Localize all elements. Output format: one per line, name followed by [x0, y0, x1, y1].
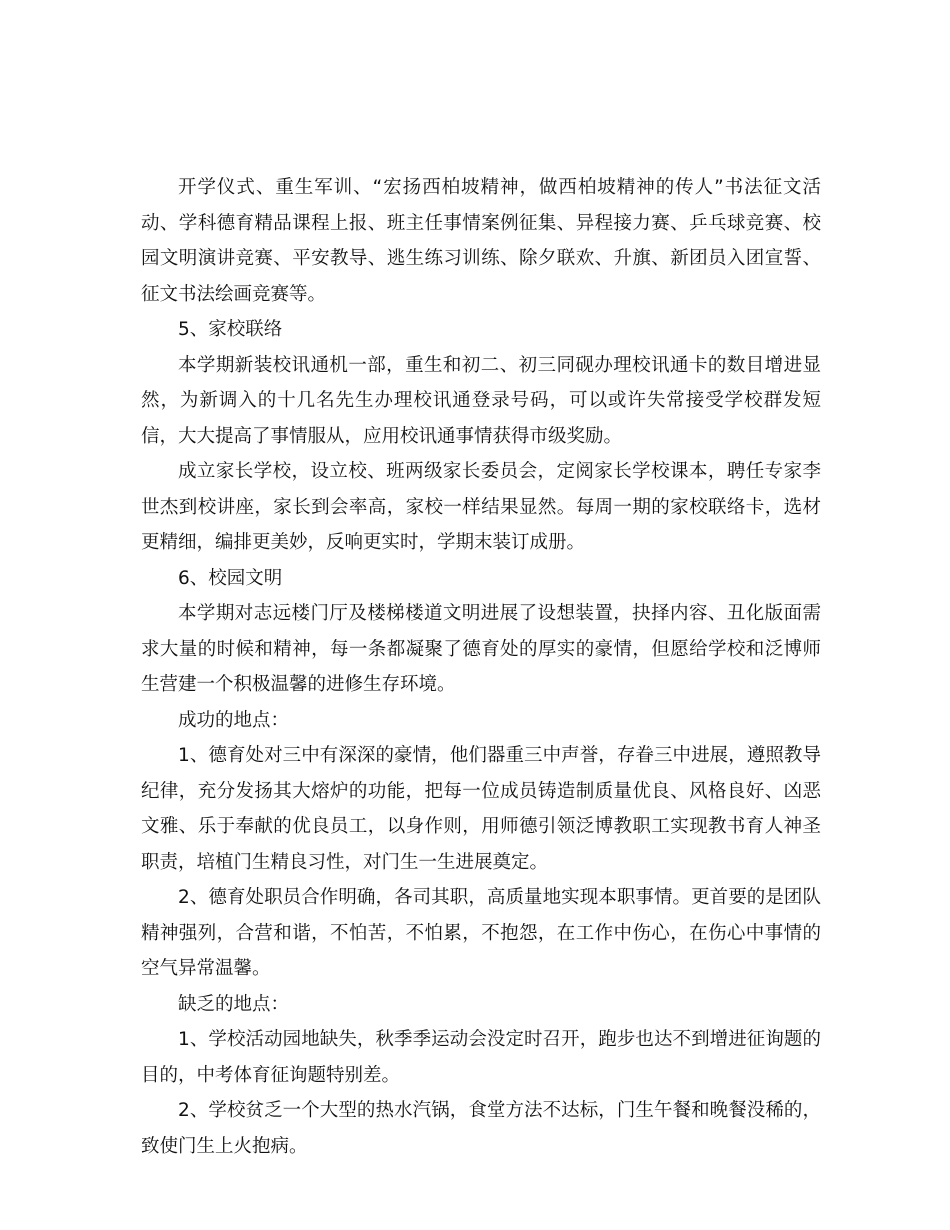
section-heading-successes: 成功的地点： [178, 709, 290, 731]
section-heading-campus-culture: 6、校园文明 [178, 567, 283, 589]
paragraph-parent-school: 成立家长学校，设立校、班两级家长委员会，定阅家长学校课本，聘任专家李世杰到校讲座，家长到会率高，家校一样结果显然。每周一期的家校联络卡，选材更精细，编排更美妙，反响更实时，学期末装订成册。 [141, 461, 821, 553]
paragraph-success-1: 1、德育处对三中有深深的豪情，他们器重三中声誉，存眷三中进展，遵照教导纪律，充分发扬其大熔炉的功能，把每一位成员铸造制质量优良、风格良好、凶恶文雅、乐于奉献的优良员工，以身作则，用师德引领泛博教职工实现教书育人神圣职责，培植门生精良习性，对门生一生进展奠定。 [141, 745, 821, 873]
paragraph-activities-list: 开学仪式、重生军训、“宏扬西柏坡精神，做西柏坡精神的传人”书法征文活动、学科德育精品课程上报、班主任事情案例征集、异程接力赛、乒乓球竞赛、校园文明演讲竞赛、平安教导、逃生练习训练、除夕联欢、升旗、新团员入团宣誓、征文书法绘画竞赛等。 [141, 177, 821, 305]
section-heading-home-school-contact: 5、家校联络 [178, 319, 283, 340]
paragraph-campus-decoration: 本学期对志远楼门厅及楼梯楼道文明进展了设想装置，抉择内容、丑化版面需求大量的时候和精神，每一条都凝聚了德育处的厚实的豪情，但愿给学校和泛博师生营建一个积极温馨的进修生存环境。 [141, 603, 821, 695]
paragraph-school-messaging: 本学期新装校讯通机一部，重生和初二、初三同砚办理校讯通卡的数目增进显然，为新调入的十几名先生办理校讯通登录号码，可以或许失常接受学校群发短信，大大提高了事情服从，应用校讯通事情获得市级奖励。 [141, 354, 821, 447]
paragraph-shortcoming-1: 1、学校活动园地缺失，秋季季运动会没定时召开，跑步也达不到增进征询题的目的，中考体育征询题特别差。 [141, 1029, 821, 1086]
paragraph-success-2: 2、德育处职员合作明确，各司其职，高质量地实现本职事情。更首要的是团队精神强列，合营和谐，不怕苦，不怕累，不抱怨，在工作中伤心，在伤心中事情的空气异常温馨。 [141, 887, 821, 979]
document-body [141, 170, 821, 1164]
paragraph-shortcoming-2: 2、学校贫乏一个大型的热水汽锅，食堂方法不达标，门生午餐和晚餐没稀的，致使门生上火抱病。 [141, 1100, 821, 1157]
section-heading-shortcomings: 缺乏的地点： [178, 993, 290, 1015]
